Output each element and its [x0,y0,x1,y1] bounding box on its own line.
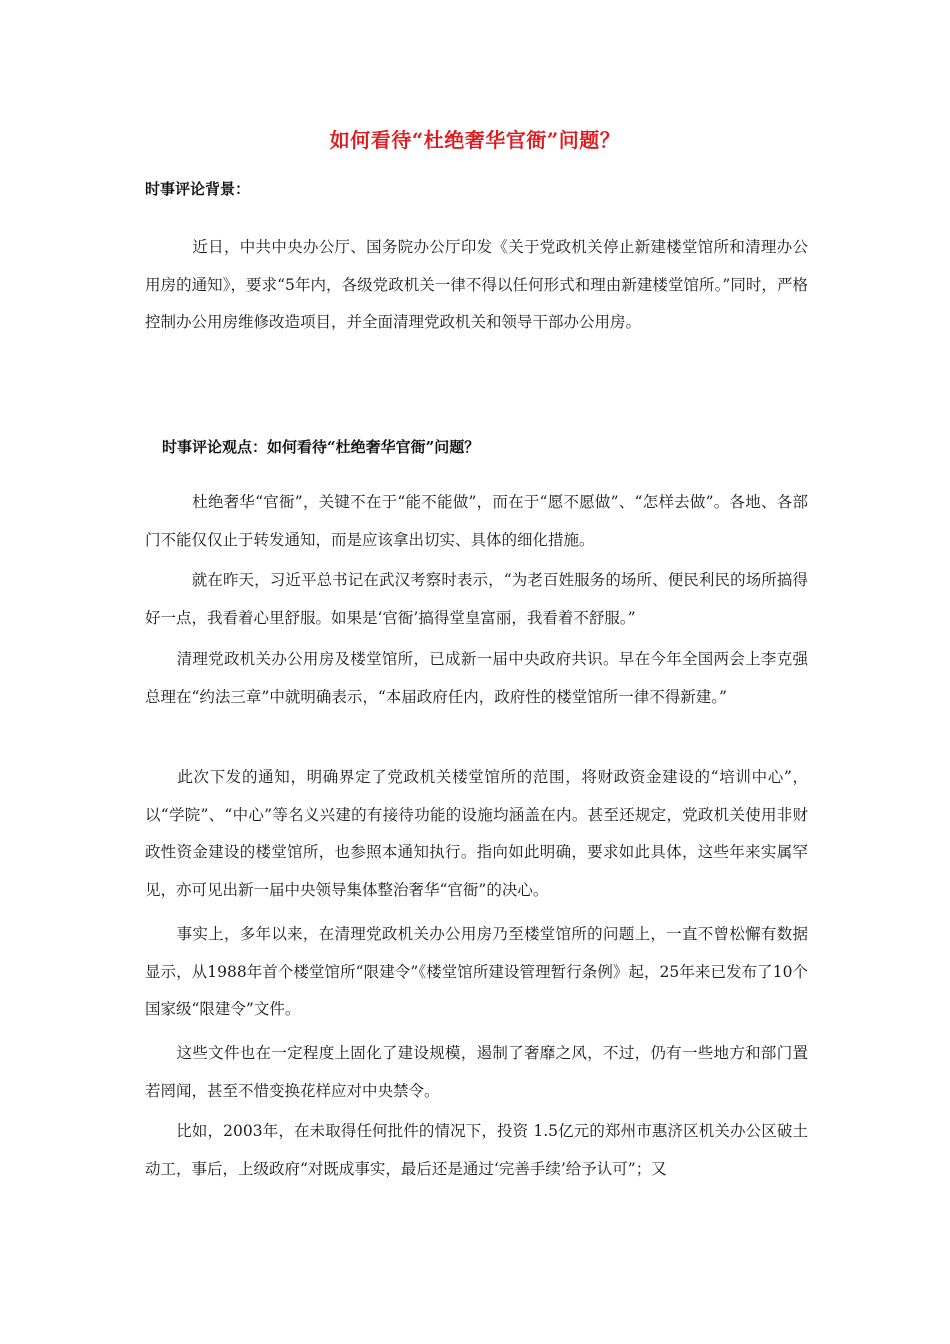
viewpoint-paragraph-5: 事实上，多年以来，在清理党政机关办公用房乃至楼堂馆所的问题上，一直不曾松懈有数据显示，从1988年首个楼堂馆所“限建令”《楼堂馆所建设管理暂行条例》起，25年来已发布了10个国家级“限建令”文件。 [145,925,808,1018]
background-heading: 时事评论背景： [145,180,251,198]
document-title: 如何看待“杜绝奢华官衙”问题？ [329,128,621,152]
viewpoint-paragraph-7: 比如，2003年，在未取得任何批件的情况下，投资 1.5亿元的郑州市惠济区机关办公区破土动工，事后，上级政府“对既成事实，最后还是通过‘完善手续’给予认可”；又 [145,1122,808,1178]
background-paragraph: 近日，中共中央办公厅、国务院办公厅印发《关于党政机关停止新建楼堂馆所和清理办公用房的通知》，要求“5年内，各级党政机关一律不得以任何形式和理由新建楼堂馆所。”同时，严格控制办公用房维修改造项目，并全面清理党政机关和领导干部办公用房。 [145,238,808,331]
viewpoint-paragraph-1: 杜绝奢华“官衙”，关键不在于“能不能做”，而在于“愿不愿做”、“怎样去做”。各地、各部门不能仅仅止于转发通知，而是应该拿出切实、具体的细化措施。 [145,493,808,549]
viewpoint-heading: 时事评论观点：如何看待“杜绝奢华官衙”问题？ [162,438,480,456]
viewpoint-paragraph-3: 清理党政机关办公用房及楼堂馆所，已成新一届中央政府共识。早在今年全国两会上李克强总理在“约法三章”中就明确表示，“本届政府任内，政府性的楼堂馆所一律不得新建。” [145,650,808,706]
viewpoint-paragraph-6: 这些文件也在一定程度上固化了建设规模，遏制了奢靡之风，不过，仍有一些地方和部门置若罔闻，甚至不惜变换花样应对中央禁令。 [145,1044,808,1100]
viewpoint-paragraph-2: 就在昨天，习近平总书记在武汉考察时表示，“为老百姓服务的场所、便民利民的场所搞得好一点，我看着心里舒服。如果是‘官衙’搞得堂皇富丽，我看着不舒服。” [145,571,808,627]
viewpoint-paragraph-4: 此次下发的通知，明确界定了党政机关楼堂馆所的范围，将财政资金建设的“培训中心”，以“学院”、“中心”等名义兴建的有接待功能的设施均涵盖在内。甚至还规定，党政机关使用非财政性资金建设的楼堂馆所，也参照本通知执行。指向如此明确，要求如此具体，这些年来实属罕见，亦可见出新一届中央领导集体整治奢华“官衙”的决心。 [145,768,808,899]
